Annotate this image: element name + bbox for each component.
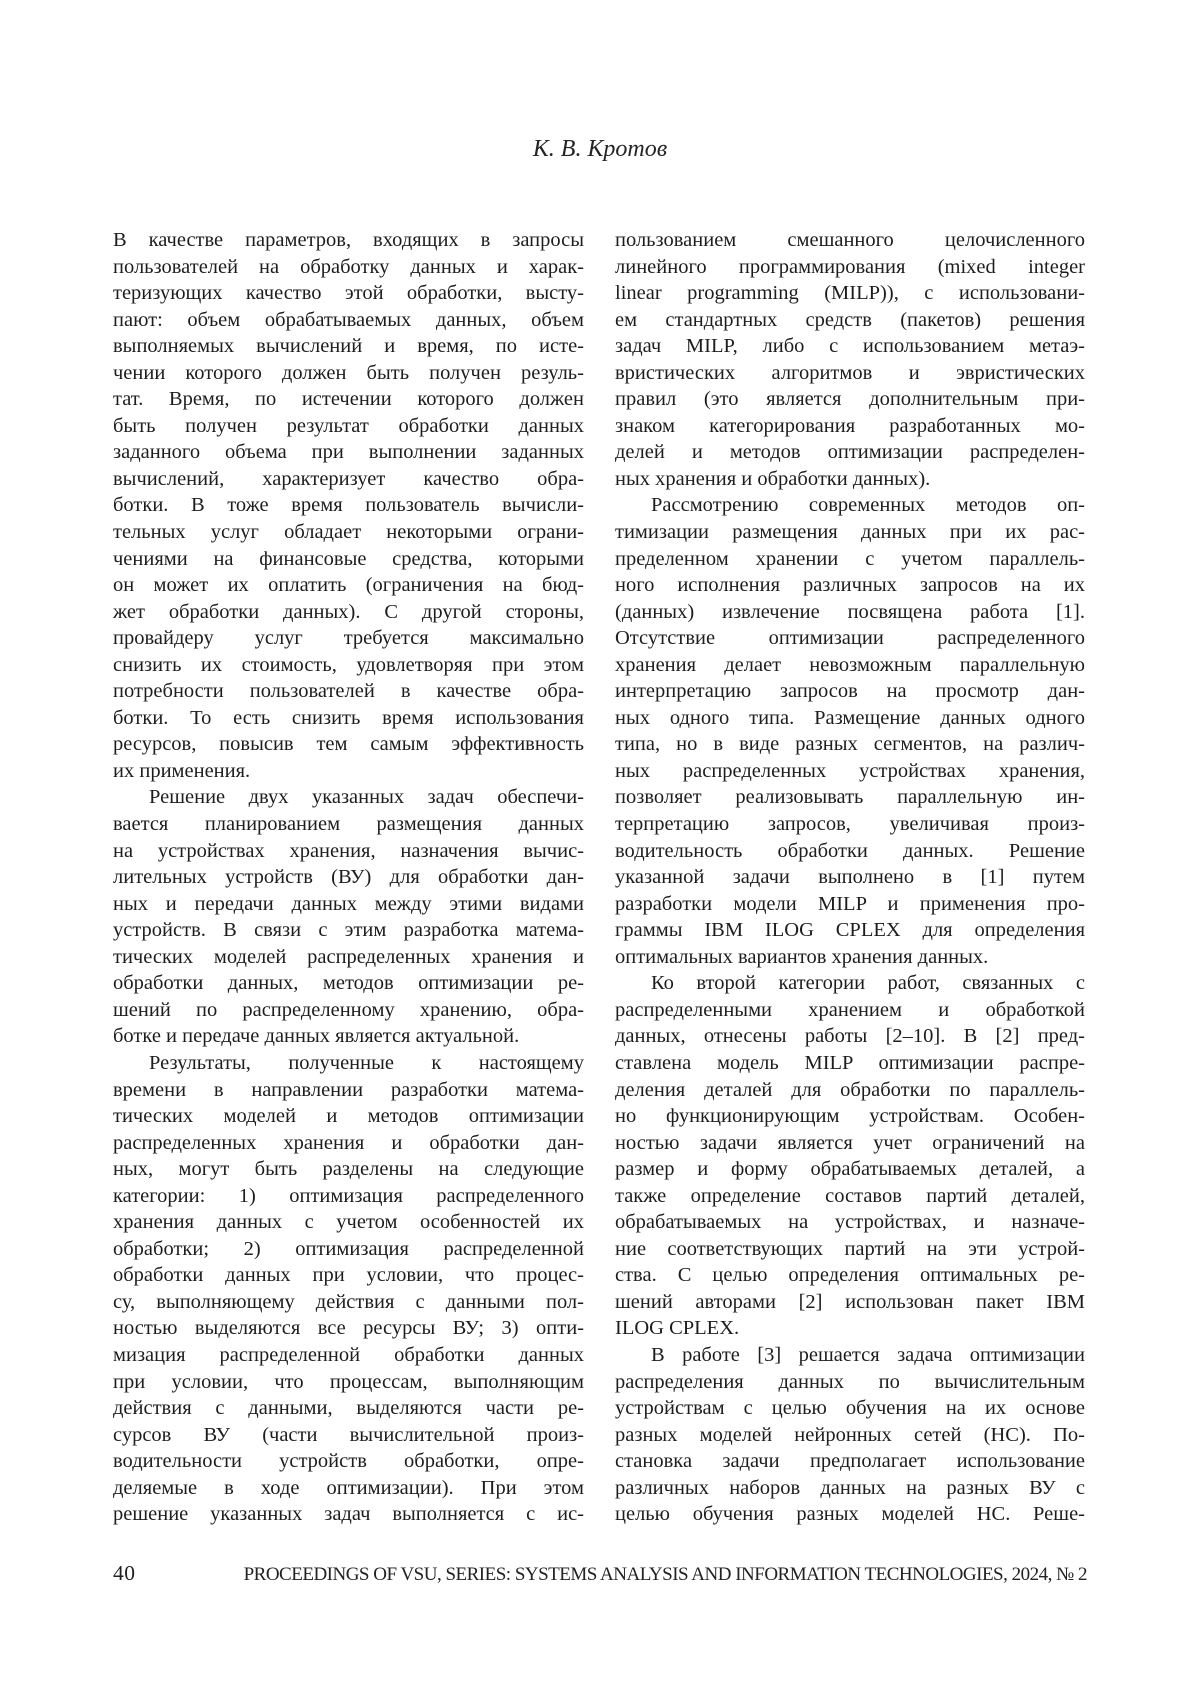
text-line: тимизации размещения данных при их рас-	[615, 521, 1085, 544]
journal-title: PROCEEDINGS OF VSU, SERIES: SYSTEMS ANALYSIS AND INFORMATION TECHNOLOGIES, 2024, № 2	[243, 1564, 1087, 1585]
text-line: ных и передачи данных между этими видами	[113, 892, 584, 915]
text-line: ностью задачи является учет ограничений на	[615, 1131, 1085, 1154]
page-footer	[113, 1561, 1087, 1586]
text-line: делей и методов оптимизации распределен-	[615, 441, 1085, 464]
page-number: 40	[113, 1561, 136, 1585]
text-line: он может их оплатить (ограничения на бюд-	[113, 574, 584, 597]
text-line: шений авторами [2] использован пакет IBM	[615, 1290, 1085, 1313]
text-line: их применения.	[113, 759, 251, 782]
text-line: Отсутствие оптимизации распределенного	[615, 627, 1085, 650]
text-line: быть получен результат обработки данных	[113, 414, 584, 437]
text-line: ресурсов, повысив тем самым эффективность	[113, 733, 584, 756]
text-line: распределения данных по вычислительным	[615, 1370, 1085, 1393]
text-line: мизация распределенной обработки данных	[113, 1343, 584, 1366]
text-line: обработки данных, методов оптимизации ре-	[113, 972, 584, 995]
text-line: разных моделей нейронных сетей (НС). По-	[615, 1423, 1085, 1446]
text-line: су, выполняющему действия с данными пол-	[113, 1290, 584, 1313]
text-line: распределенными хранением и обработкой	[615, 998, 1085, 1021]
text-line: ботке и передаче данных является актуальной.	[113, 1025, 520, 1048]
text-line: терпретацию запросов, увеличивая произ-	[615, 813, 1085, 836]
text-line: водительность обработки данных. Решение	[615, 839, 1085, 862]
text-line: указанной задачи выполнено в [1] путем	[615, 866, 1085, 889]
text-line: различных наборов данных на разных ВУ с	[615, 1476, 1085, 1499]
text-line: жет обработки данных). С другой стороны,	[113, 600, 584, 623]
text-line: лительных устройств (ВУ) для обработки дан-	[113, 866, 584, 889]
text-line: сурсов ВУ (части вычислительной произ-	[113, 1423, 584, 1446]
text-line: на устройствах хранения, назначения вычис-	[113, 839, 584, 862]
text-line: устройств. В связи с этим разработка матема-	[113, 919, 584, 942]
author-name: К. В. Кротов	[532, 136, 668, 162]
text-body	[113, 227, 1085, 1528]
text-line: ства. С целью определения оптимальных ре-	[615, 1264, 1085, 1287]
text-line: выполняемых вычислений и время, по исте-	[113, 335, 584, 358]
text-line: при условии, что процессам, выполняющим	[113, 1370, 584, 1393]
text-line: В работе [3] решается задача оптимизации	[651, 1343, 1085, 1366]
text-line: действия с данными, выделяются части ре-	[113, 1397, 584, 1420]
text-line: Решение двух указанных задач обеспечи-	[149, 786, 584, 809]
text-line: деления деталей для обработки по параллель-	[615, 1078, 1085, 1101]
text-line: провайдеру услуг требуется максимально	[113, 627, 584, 650]
text-line: размер и форму обрабатываемых деталей, а	[615, 1158, 1085, 1181]
text-line: обработки; 2) оптимизация распределенной	[113, 1237, 584, 1260]
text-line: но функционирующим устройствам. Особен-	[615, 1105, 1085, 1128]
text-line: Ко второй категории работ, связанных с	[651, 972, 1085, 995]
text-line: пользованием смешанного целочисленного	[615, 229, 1085, 251]
text-line: тических моделей распределенных хранения и	[113, 945, 584, 968]
text-line: распределенных хранения и обработки дан-	[113, 1131, 584, 1154]
text-line: снизить их стоимость, удовлетворяя при этом	[113, 653, 584, 676]
text-line: задач MILP, либо с использованием метаэ-	[615, 335, 1085, 358]
text-line: чении которого должен быть получен резуль-	[113, 361, 584, 384]
text-line: категории: 1) оптимизация распределенного	[113, 1184, 584, 1207]
text-line: тельных услуг обладает некоторыми ограни-	[113, 521, 584, 544]
text-line: linear programming (MILP)), с использовани-	[615, 282, 1085, 305]
text-line: становка задачи предполагает использование	[615, 1450, 1085, 1473]
text-line: тат. Время, по истечении которого должен	[113, 388, 584, 411]
text-line: ботки. В тоже время пользователь вычисли-	[113, 494, 584, 517]
text-line: также определение составов партий деталей,	[615, 1184, 1085, 1207]
text-line: вается планированием размещения данных	[113, 813, 584, 836]
text-line: обработки данных при условии, что процес-	[113, 1264, 584, 1287]
text-line: Результаты, полученные к настоящему	[149, 1051, 584, 1074]
text-line: тических моделей и методов оптимизации	[113, 1105, 584, 1128]
text-line: разработки модели MILP и применения про-	[615, 892, 1085, 915]
text-line: теризующих качество этой обработки, высту-	[113, 282, 584, 305]
text-line: целью обучения разных моделей НС. Реше-	[615, 1503, 1085, 1526]
text-line: ем стандартных средств (пакетов) решения	[615, 308, 1085, 331]
text-line: ных одного типа. Размещение данных одного	[615, 706, 1085, 729]
text-line: хранения делает невозможным параллельную	[615, 653, 1085, 676]
text-line: интерпретацию запросов на просмотр дан-	[615, 680, 1085, 703]
text-line: чениями на финансовые средства, которыми	[113, 547, 584, 570]
text-line: пользователей на обработку данных и харак-	[113, 255, 584, 278]
text-line: времени в направлении разработки матема-	[113, 1078, 584, 1101]
text-line: потребности пользователей в качестве обра-	[113, 680, 584, 703]
text-column-left	[113, 227, 584, 1528]
text-line: ного исполнения различных запросов на их	[615, 574, 1085, 597]
text-line: В качестве параметров, входящих в запросы	[113, 229, 584, 251]
text-column-right	[615, 227, 1085, 1528]
text-line: ных распределенных устройствах хранения,	[615, 759, 1085, 782]
text-line: решение указанных задач выполняется с ис-	[113, 1503, 584, 1526]
text-line: ных, могут быть разделены на следующие	[113, 1158, 584, 1181]
text-line: правил (это является дополнительным при-	[615, 388, 1085, 411]
text-line: деляемые в ходе оптимизации). При этом	[113, 1476, 584, 1499]
text-line: ILOG CPLEX.	[615, 1317, 740, 1340]
text-line: граммы IBM ILOG CPLEX для определения	[615, 919, 1085, 942]
text-line: оптимальных вариантов хранения данных.	[615, 945, 989, 968]
text-line: вычислений, характеризует качество обра-	[113, 467, 584, 490]
text-line: шений по распределенному хранению, обра-	[113, 998, 584, 1021]
text-line: заданного объема при выполнении заданных	[113, 441, 584, 464]
text-line: позволяет реализовывать параллельную ин-	[615, 786, 1085, 809]
text-line: водительности устройств обработки, опре-	[113, 1450, 584, 1473]
text-line: (данных) извлечение посвящена работа [1].	[615, 600, 1085, 623]
text-line: устройствам с целью обучения на их основе	[615, 1397, 1085, 1420]
text-line: ностью выделяются все ресурсы ВУ; 3) опти-	[113, 1317, 584, 1340]
text-line: типа, но в виде разных сегментов, на различ-	[615, 733, 1085, 756]
text-line: обрабатываемых на устройствах, и назначе-	[615, 1211, 1085, 1234]
text-line: хранения данных с учетом особенностей их	[113, 1211, 584, 1234]
text-line: ставлена модель MILP оптимизации распре-	[615, 1051, 1085, 1074]
text-line: знаком категорирования разработанных мо-	[615, 414, 1085, 437]
text-line: вристических алгоритмов и эвристических	[615, 361, 1085, 384]
text-line: данных, отнесены работы [2–10]. В [2] пред-	[615, 1025, 1085, 1048]
text-line: пают: объем обрабатываемых данных, объем	[113, 308, 584, 331]
text-line: Рассмотрению современных методов оп-	[651, 494, 1085, 517]
text-line: линейного программирования (mixed integer	[615, 255, 1085, 278]
text-line: ние соответствующих партий на эти устрой-	[615, 1237, 1085, 1260]
text-line: ботки. То есть снизить время использования	[113, 706, 584, 729]
text-line: пределенном хранении с учетом параллель-	[615, 547, 1085, 570]
text-line: ных хранения и обработки данных).	[615, 467, 931, 490]
